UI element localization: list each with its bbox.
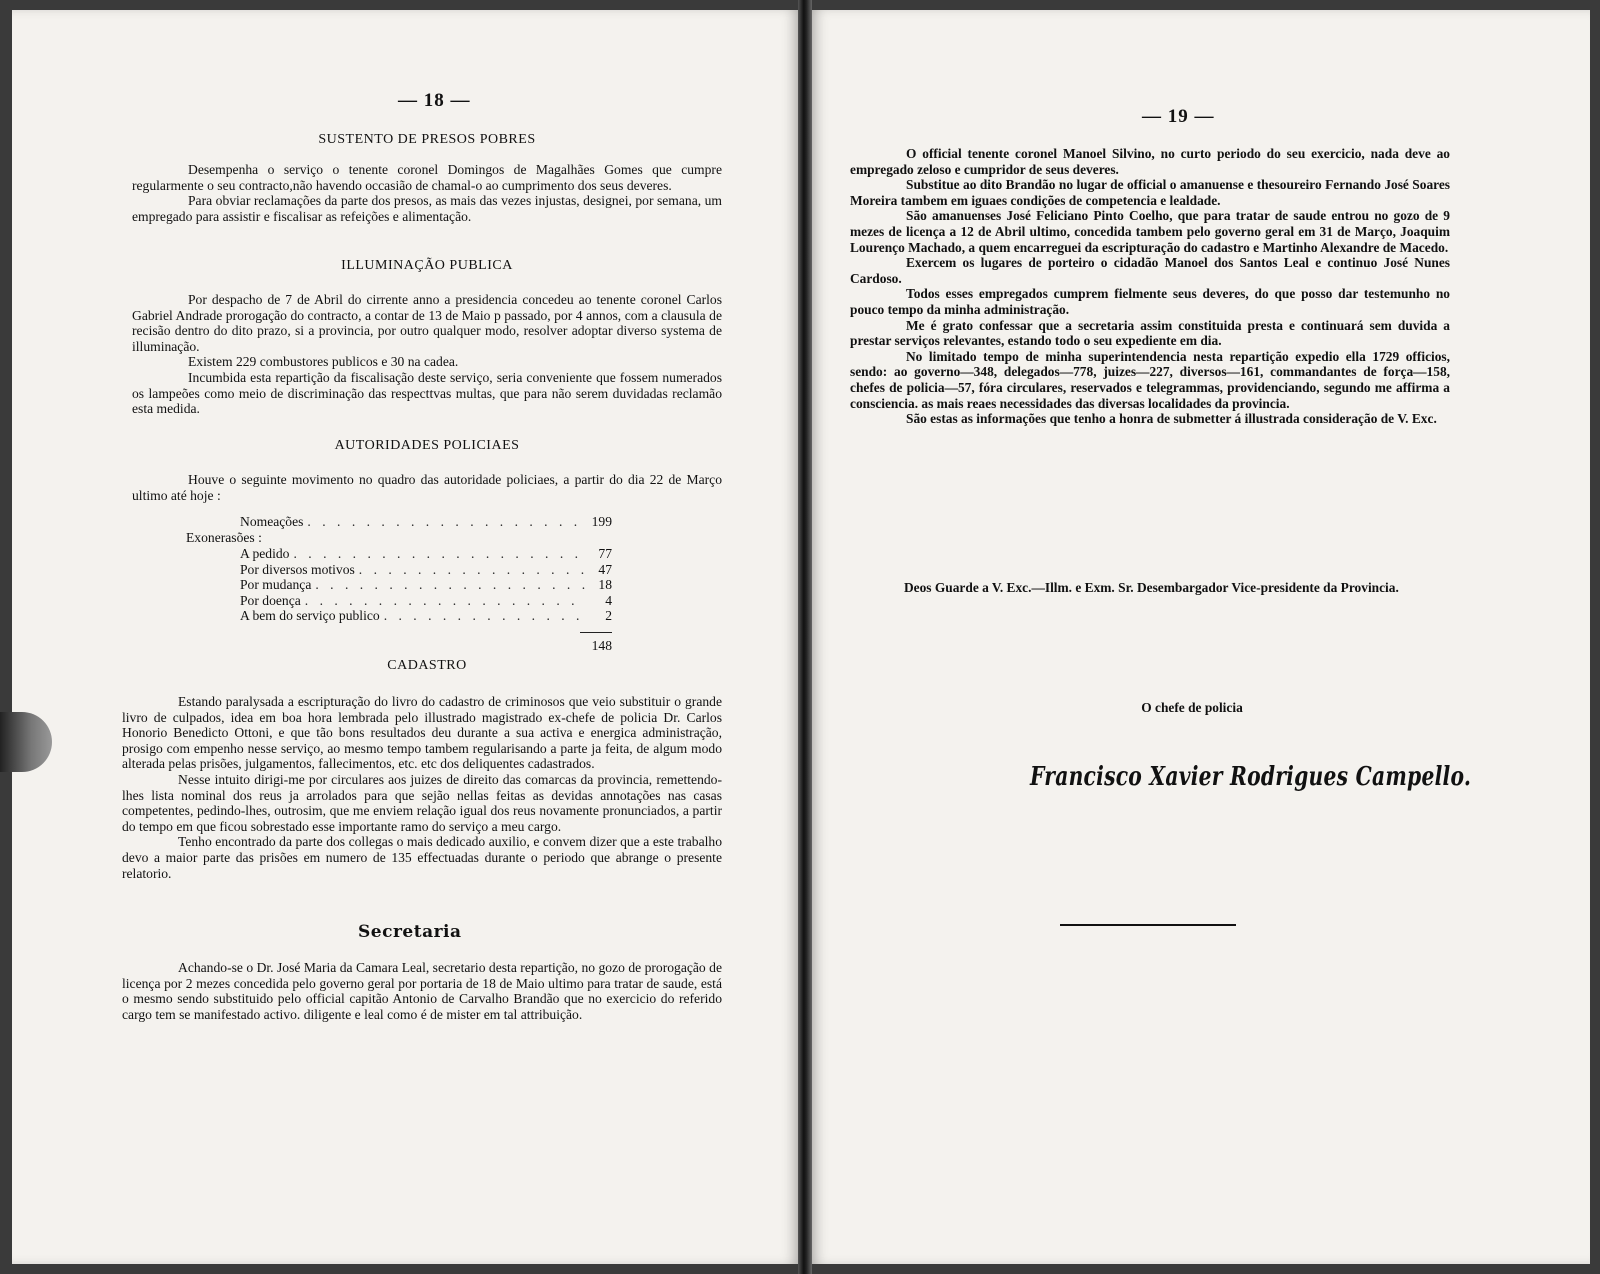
- paragraph: Para obviar reclamações da parte dos presos, as mais das vezes injustas, designei, por semana, um empregado para assistir e fiscalisar as refeições e alimentação.: [132, 193, 722, 224]
- closing-rule: [1060, 924, 1236, 926]
- paragraph: Exercem os lugares de porteiro o cidadão Manoel dos Santos Leal e continuo José Nunes Cardoso.: [850, 255, 1450, 286]
- right-body-text: [850, 146, 1450, 427]
- paragraph: Achando-se o Dr. José Maria da Camara Leal, secretario desta repartição, no gozo de prorogação de licença por 2 mezes concedida pelo governo geral por portaria de 18 de Maio ultimo para tratar de saude, está o mesmo sendo substituido pelo official capitão Antonio de Carvalho Brandão que no exercicio do referido cargo tem se manifestado activo. diligente e leal como é de mister em tal attribuição.: [122, 960, 722, 1022]
- paragraph: Incumbida esta repartição da fiscalisação deste serviço, seria conveniente que fossem numerados os lampeões como meio de discriminação das respecttvas multas, que para não serem duvidadas reclamão esta medida.: [132, 369, 722, 417]
- nomeacoes-value: 199: [591, 514, 612, 529]
- list-item: Por diversos motivos . . . 47: [240, 562, 612, 578]
- nomeacoes-label: Nomeações: [240, 514, 304, 529]
- sum-rule: [580, 632, 612, 633]
- paragraph: Estando paralysada a escripturação do livro do cadastro de criminosos que veio substituir o grande livro de culpados, idea em boa hora lembrada pelo illustrado magistrado ex-chefe de policia Dr. Carlos Honorio Benedicto Ottoni, e que tão bons resultados deu durante a sua activa e energica administração, prosigo com empenho nesse serviço, ao mesmo tempo tambem regularisando a parte ja feita, de algum modo alterada pelas prisões, julgamentos, fallecimentos, etc. etc dos deliquentes cadastrados.: [122, 694, 722, 772]
- paragraph: Houve o seguinte movimento no quadro das autoridade policiaes, a partir do dia 22 de Março ultimo até hoje :: [132, 472, 722, 503]
- left-page: [12, 10, 798, 1264]
- list-item: A pedido . . . 77: [240, 546, 612, 562]
- list-item: Por mudança . . . 18: [240, 577, 612, 593]
- heading-secretaria: Secretaria: [358, 922, 462, 942]
- signature: Francisco Xavier Rodrigues Campello.: [1030, 762, 1472, 792]
- sustento-text: [132, 162, 722, 224]
- paragraph: Desempenha o serviço o tenente coronel Domingos de Magalhães Gomes que cumpre regularmente o seu contracto,não havendo occasião de chamal-o ao cumprimento dos seus deveres.: [132, 162, 722, 193]
- paragraph: Me é grato confessar que a secretaria assim constituida presta e continuará sem duvida a prestar serviços relevantes, estando todo o seu expediente em dia.: [850, 317, 1450, 349]
- paragraph: São estas as informações que tenho a honra de submetter á illustrada consideração de V. Exc.: [906, 411, 1437, 427]
- paragraph: Tenho encontrado da parte dos collegas o mais dedicado auxilio, e convem dizer que a este trabalho devo a maior parte das prisões em numero de 135 effectuadas durante o periodo que abrange o presente relatorio.: [122, 834, 722, 881]
- closing-salutation: Deos Guarde a V. Exc.—Illm. e Exm. Sr. Desembargador Vice-presidente da Provincia.: [904, 580, 1399, 595]
- heading-cadastro: CADASTRO: [387, 658, 467, 673]
- cadastro-text: [122, 694, 722, 881]
- nomeacoes-row: [240, 514, 612, 530]
- illuminacao-text: [132, 292, 722, 417]
- paragraph: O official tenente coronel Manoel Silvino, no curto periodo do seu exercicio, nada deve ao empregado zeloso e cumpridor de seus deveres.: [850, 146, 1450, 177]
- right-page: [812, 10, 1590, 1264]
- paragraph: No limitado tempo de minha superintendencia nesta repartição expedio ella 1729 officios, sendo: ao governo—348, delegados—778, juizes—227, diversos—161, commandantes de força—158, chefes de policia—57, fóra circulares, reservados e telegrammas, providenciando, segundo me affirma a consciencia. as mais reaes necessidades das diversas localidades da provincia.: [850, 348, 1450, 411]
- autoridades-intro: [132, 472, 722, 503]
- page-number-left: — 18 —: [398, 90, 471, 111]
- list-item: Por doença . . . 4: [240, 593, 612, 609]
- paragraph: Existem 229 combustores publicos e 30 na cadea.: [188, 354, 459, 370]
- exoneracoes-label: Exonerasões :: [186, 530, 262, 545]
- exoneracoes-list: [240, 546, 612, 624]
- book-spine: [798, 0, 812, 1274]
- heading-illuminacao: ILLUMINAÇÃO PUBLICA: [341, 258, 513, 273]
- paragraph: São amanuenses José Feliciano Pinto Coelho, que para tratar de saude entrou no gozo de 9 mezes de licença a 12 de Abril ultimo, concedida tambem pelo governo geral em 31 de Março, Joaquim Lourenço Machado, a quem encarreguei da escripturação do cadastro e Martinho Alexandre de Macedo.: [850, 208, 1450, 255]
- paragraph: Todos esses empregados cumprem fielmente seus deveres, do que posso dar testemunho no pouco tempo da minha administração.: [850, 286, 1450, 317]
- heading-autoridades: AUTORIDADES POLICIAES: [334, 438, 520, 453]
- secretaria-text: [122, 960, 722, 1022]
- page-number-right: — 19 —: [1142, 106, 1215, 127]
- paragraph: Substitue ao dito Brandão no lugar de official o amanuense e thesoureiro Fernando José Soares Moreira tambem em iguaes condições de competencia e lealdade.: [850, 177, 1450, 208]
- list-item: A bem do serviço publico . . . 2: [240, 608, 612, 624]
- heading-sustento: SUSTENTO DE PRESOS POBRES: [318, 132, 536, 147]
- paragraph: Por despacho de 7 de Abril do cirrente anno a presidencia concedeu ao tenente coronel Carlos Gabriel Andrade prorogação do contracto, a contar de 13 de Maio p passado, por 4 annos, com a clausula de recisão dentro do dito prazo, si a provincia, por outro qualquer modo, resolver adoptar diverso systema de illuminação.: [132, 292, 722, 354]
- signer-title: O chefe de policia: [1141, 700, 1243, 715]
- paragraph: Nesse intuito dirigi-me por circulares aos juizes de direito das comarcas da provincia, remettendo-lhes lista nominal dos reus ja arrolados para que sejão nellas feitas as devidas annotações nas casas competentes, pedindo-lhes, outrosim, que me enviem relação igual dos reus novamente pronunciados, a partir do tempo em que ficou sobrestado esse importante ramo do serviço a meu cargo.: [122, 771, 722, 834]
- exoneracoes-total: 148: [591, 638, 612, 653]
